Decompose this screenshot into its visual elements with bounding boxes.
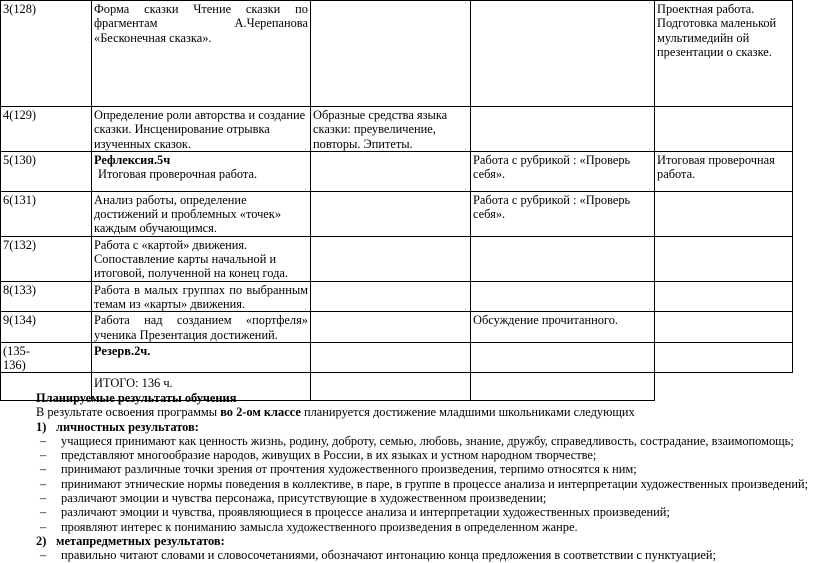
lesson-activity	[471, 281, 655, 312]
dash-marker: –	[40, 448, 47, 463]
lesson-number-line: 136)	[3, 358, 26, 373]
table-row	[1, 1, 793, 107]
lesson-number: 9(134)	[1, 312, 92, 343]
list-item	[0, 548, 816, 562]
lesson-control	[655, 236, 793, 281]
list-item-text: различают эмоции и чувства персонажа, присутствующие в художественном произведении;	[61, 491, 547, 506]
lesson-topic	[92, 151, 311, 191]
results-intro	[0, 405, 816, 419]
lesson-control	[655, 312, 793, 343]
planned-results	[0, 391, 816, 563]
dash-marker: –	[40, 462, 47, 477]
list-item-text: принимают различные точки зрения от прочтения художественного произведения, терпимо относятся к ним;	[61, 462, 637, 477]
lesson-means	[311, 281, 471, 312]
lesson-topic	[92, 312, 311, 343]
section-heading: Рефлексия.5ч	[94, 152, 171, 167]
lesson-activity: Работа с рубрикой : «Проверь себя».	[471, 151, 655, 191]
results-intro-start: В результате освоения программы	[36, 405, 221, 420]
results-intro-end: планируется достижение младшими школьниками следующих	[300, 405, 635, 420]
lesson-control: Итоговая проверочная работа.	[655, 151, 793, 191]
lesson-control	[655, 191, 793, 236]
section-heading-metasubject	[0, 534, 816, 548]
lesson-topic: Анализ работы, определение достижений и проблемных «точек» каждым обучающимся.	[92, 191, 311, 236]
dash-marker: –	[40, 548, 47, 563]
section-number: 1)	[36, 419, 47, 434]
lesson-number: 4(129)	[1, 107, 92, 152]
dash-marker: –	[40, 505, 47, 520]
lesson-number-line: (135-	[3, 343, 30, 358]
section-heading-personal	[0, 420, 816, 434]
table-row	[1, 281, 793, 312]
list-item	[0, 434, 816, 448]
lesson-means	[311, 151, 471, 191]
section-heading: Резерв.2ч.	[94, 343, 151, 358]
lesson-activity	[471, 236, 655, 281]
lesson-activity: Работа с рубрикой : «Проверь себя».	[471, 191, 655, 236]
list-item	[0, 520, 816, 534]
table-row	[1, 191, 793, 236]
lesson-means	[311, 236, 471, 281]
table-row	[1, 107, 793, 152]
total-hours-text: ИТОГО: 136 ч.	[94, 376, 173, 391]
lesson-activity	[471, 342, 655, 373]
results-intro-grade: во 2-ом классе	[220, 405, 301, 420]
lesson-means: Образные средства языка сказки: преувеличение, повторы. Эпитеты.	[311, 107, 471, 152]
lesson-control	[655, 281, 793, 312]
lesson-number: 8(133)	[1, 281, 92, 312]
lesson-topic	[92, 342, 311, 373]
dash-marker: –	[40, 476, 47, 491]
list-item	[0, 491, 816, 505]
results-title: Планируемые результаты обучения	[36, 391, 237, 405]
lesson-topic	[92, 281, 311, 312]
lesson-number: 6(131)	[1, 191, 92, 236]
lesson-topic: Форма сказки Чтение сказки по фрагментам А.Черепанова «Бесконечная сказка».	[92, 1, 311, 107]
lesson-topic-text: Итоговая проверочная работа.	[98, 167, 258, 182]
lesson-topic-line: Работа в малых группах по выбранным	[94, 282, 308, 297]
list-item	[0, 505, 816, 519]
lesson-means	[311, 312, 471, 343]
list-item	[0, 448, 816, 462]
dash-marker: –	[40, 433, 47, 448]
lesson-topic: Определение роли авторства и создание сказки. Инсценирование отрывка изученных сказок.	[92, 107, 311, 152]
list-item-text: различают эмоции и чувства, проявляющиеся в процессе анализа и интерпретации художественных произведений;	[61, 505, 670, 520]
list-item-text: проявляют интерес к пониманию замысла художественного произведения в определенном жанре.	[61, 519, 578, 534]
table-row	[1, 151, 793, 191]
lesson-control	[655, 107, 793, 152]
lesson-topic-line: Работа над созданием «портфеля»	[94, 313, 308, 328]
lesson-number: 5(130)	[1, 151, 92, 191]
list-item-text: правильно читают словами и словосочетаниями, обозначают интонацию конца предложения в соответствии с пунктуацией;	[61, 548, 716, 563]
lesson-control	[655, 342, 793, 373]
table-row	[1, 342, 793, 373]
list-item	[0, 477, 816, 491]
lesson-activity	[471, 1, 655, 107]
list-item-text: принимают этнические нормы поведения в коллективе, в паре, в группе в процессе анализа и интерпретации художественных произведений;	[61, 476, 809, 491]
section-number: 2)	[36, 533, 47, 548]
lesson-means	[311, 342, 471, 373]
lesson-means	[311, 1, 471, 107]
dash-marker: –	[40, 519, 47, 534]
lesson-topic-line: темам из «карты» движения.	[94, 296, 246, 311]
lesson-number: 3(128)	[1, 1, 92, 107]
list-item-text: учащиеся принимают как ценность жизнь, родину, доброту, семью, любовь, знание, дружбу, справедливость, сострадание, взаимопомощь;	[61, 433, 794, 448]
table-row	[1, 312, 793, 343]
section-label: метапредметных результатов:	[56, 533, 225, 548]
lesson-activity	[471, 107, 655, 152]
lesson-number: 7(132)	[1, 236, 92, 281]
section-label: личностных результатов:	[56, 419, 199, 434]
dash-marker: –	[40, 491, 47, 506]
lesson-number	[1, 342, 92, 373]
table-row	[1, 236, 793, 281]
lesson-activity: Обсуждение прочитанного.	[471, 312, 655, 343]
lesson-topic-line: ученика Презентация достижений.	[94, 327, 278, 342]
lesson-means	[311, 191, 471, 236]
list-item	[0, 462, 816, 476]
lesson-control: Проектная работа. Подготовка маленькой мультимедийн ой презентации о сказке.	[655, 1, 793, 107]
list-item-text: представляют многообразие народов, живущих в России, в их языках и устном народном творчестве;	[61, 448, 597, 463]
lesson-topic: Работа с «картой» движения. Сопоставление карты начальной и итоговой, полученной на конец года.	[92, 236, 311, 281]
